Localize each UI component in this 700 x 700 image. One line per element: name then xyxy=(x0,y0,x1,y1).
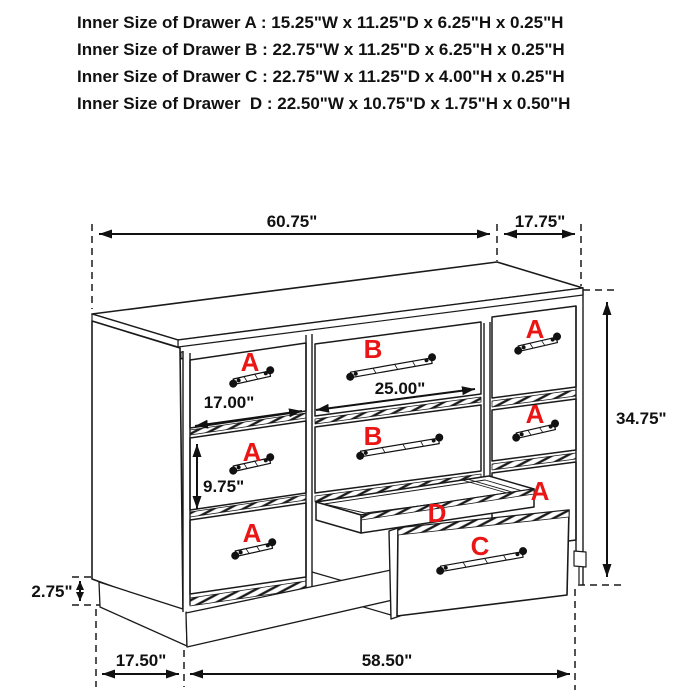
drawer-a6-label: A xyxy=(530,476,550,506)
drawer-c-label: C xyxy=(470,531,490,561)
right-foot xyxy=(574,551,586,584)
header-line-drawer-b: Inner Size of Drawer B : 22.75"W x 11.25"D x 6.25"H x 0.25"H xyxy=(77,40,565,59)
drawer-a5-label: A xyxy=(525,399,545,429)
inner-size-header xyxy=(77,13,570,113)
dim-base-depth-label: 17.50" xyxy=(115,651,167,670)
drawer-d-label: D xyxy=(427,498,447,528)
left-side-panel xyxy=(92,321,183,612)
left-drawer-column xyxy=(190,343,306,606)
header-line-drawer-d: Inner Size of Drawer D : 22.50"W x 10.75"D x 1.75"H x 0.50"H xyxy=(77,94,571,113)
dim-drawer-b-width-label: 25.00" xyxy=(374,379,426,398)
dim-base-height-label: 2.75" xyxy=(31,582,73,601)
dim-base-depth xyxy=(102,651,179,674)
dim-base-width xyxy=(190,651,570,674)
dim-base-width-label: 58.50" xyxy=(361,651,413,670)
dim-overall-width-label: 60.75" xyxy=(266,212,318,231)
drawer-a4-label: A xyxy=(525,314,545,344)
dresser-drawing xyxy=(92,262,586,647)
dim-base-height xyxy=(31,581,80,601)
drawer-b1-label: B xyxy=(363,334,383,364)
dim-drawer-a-width-label: 17.00" xyxy=(203,393,255,412)
header-line-drawer-c: Inner Size of Drawer C : 22.75"W x 11.25"D x 4.00"H x 0.25"H xyxy=(77,67,565,86)
drawer-b2-label: B xyxy=(363,421,383,451)
dim-overall-height xyxy=(607,302,667,577)
dim-overall-depth-label: 17.75" xyxy=(514,212,566,231)
dim-overall-height-label: 34.75" xyxy=(616,409,667,428)
drawer-a3-label: A xyxy=(242,518,262,548)
header-line-drawer-a: Inner Size of Drawer A : 15.25"W x 11.25"D x 6.25"H x 0.25"H xyxy=(77,13,564,32)
drawer-a2-label: A xyxy=(242,437,262,467)
middle-drawer-column xyxy=(315,322,481,502)
dim-overall-depth xyxy=(504,212,575,234)
dim-overall-width xyxy=(99,212,490,234)
drawer-a1-label: A xyxy=(240,347,260,377)
dim-drawer-a-height-label: 9.75" xyxy=(203,477,245,496)
